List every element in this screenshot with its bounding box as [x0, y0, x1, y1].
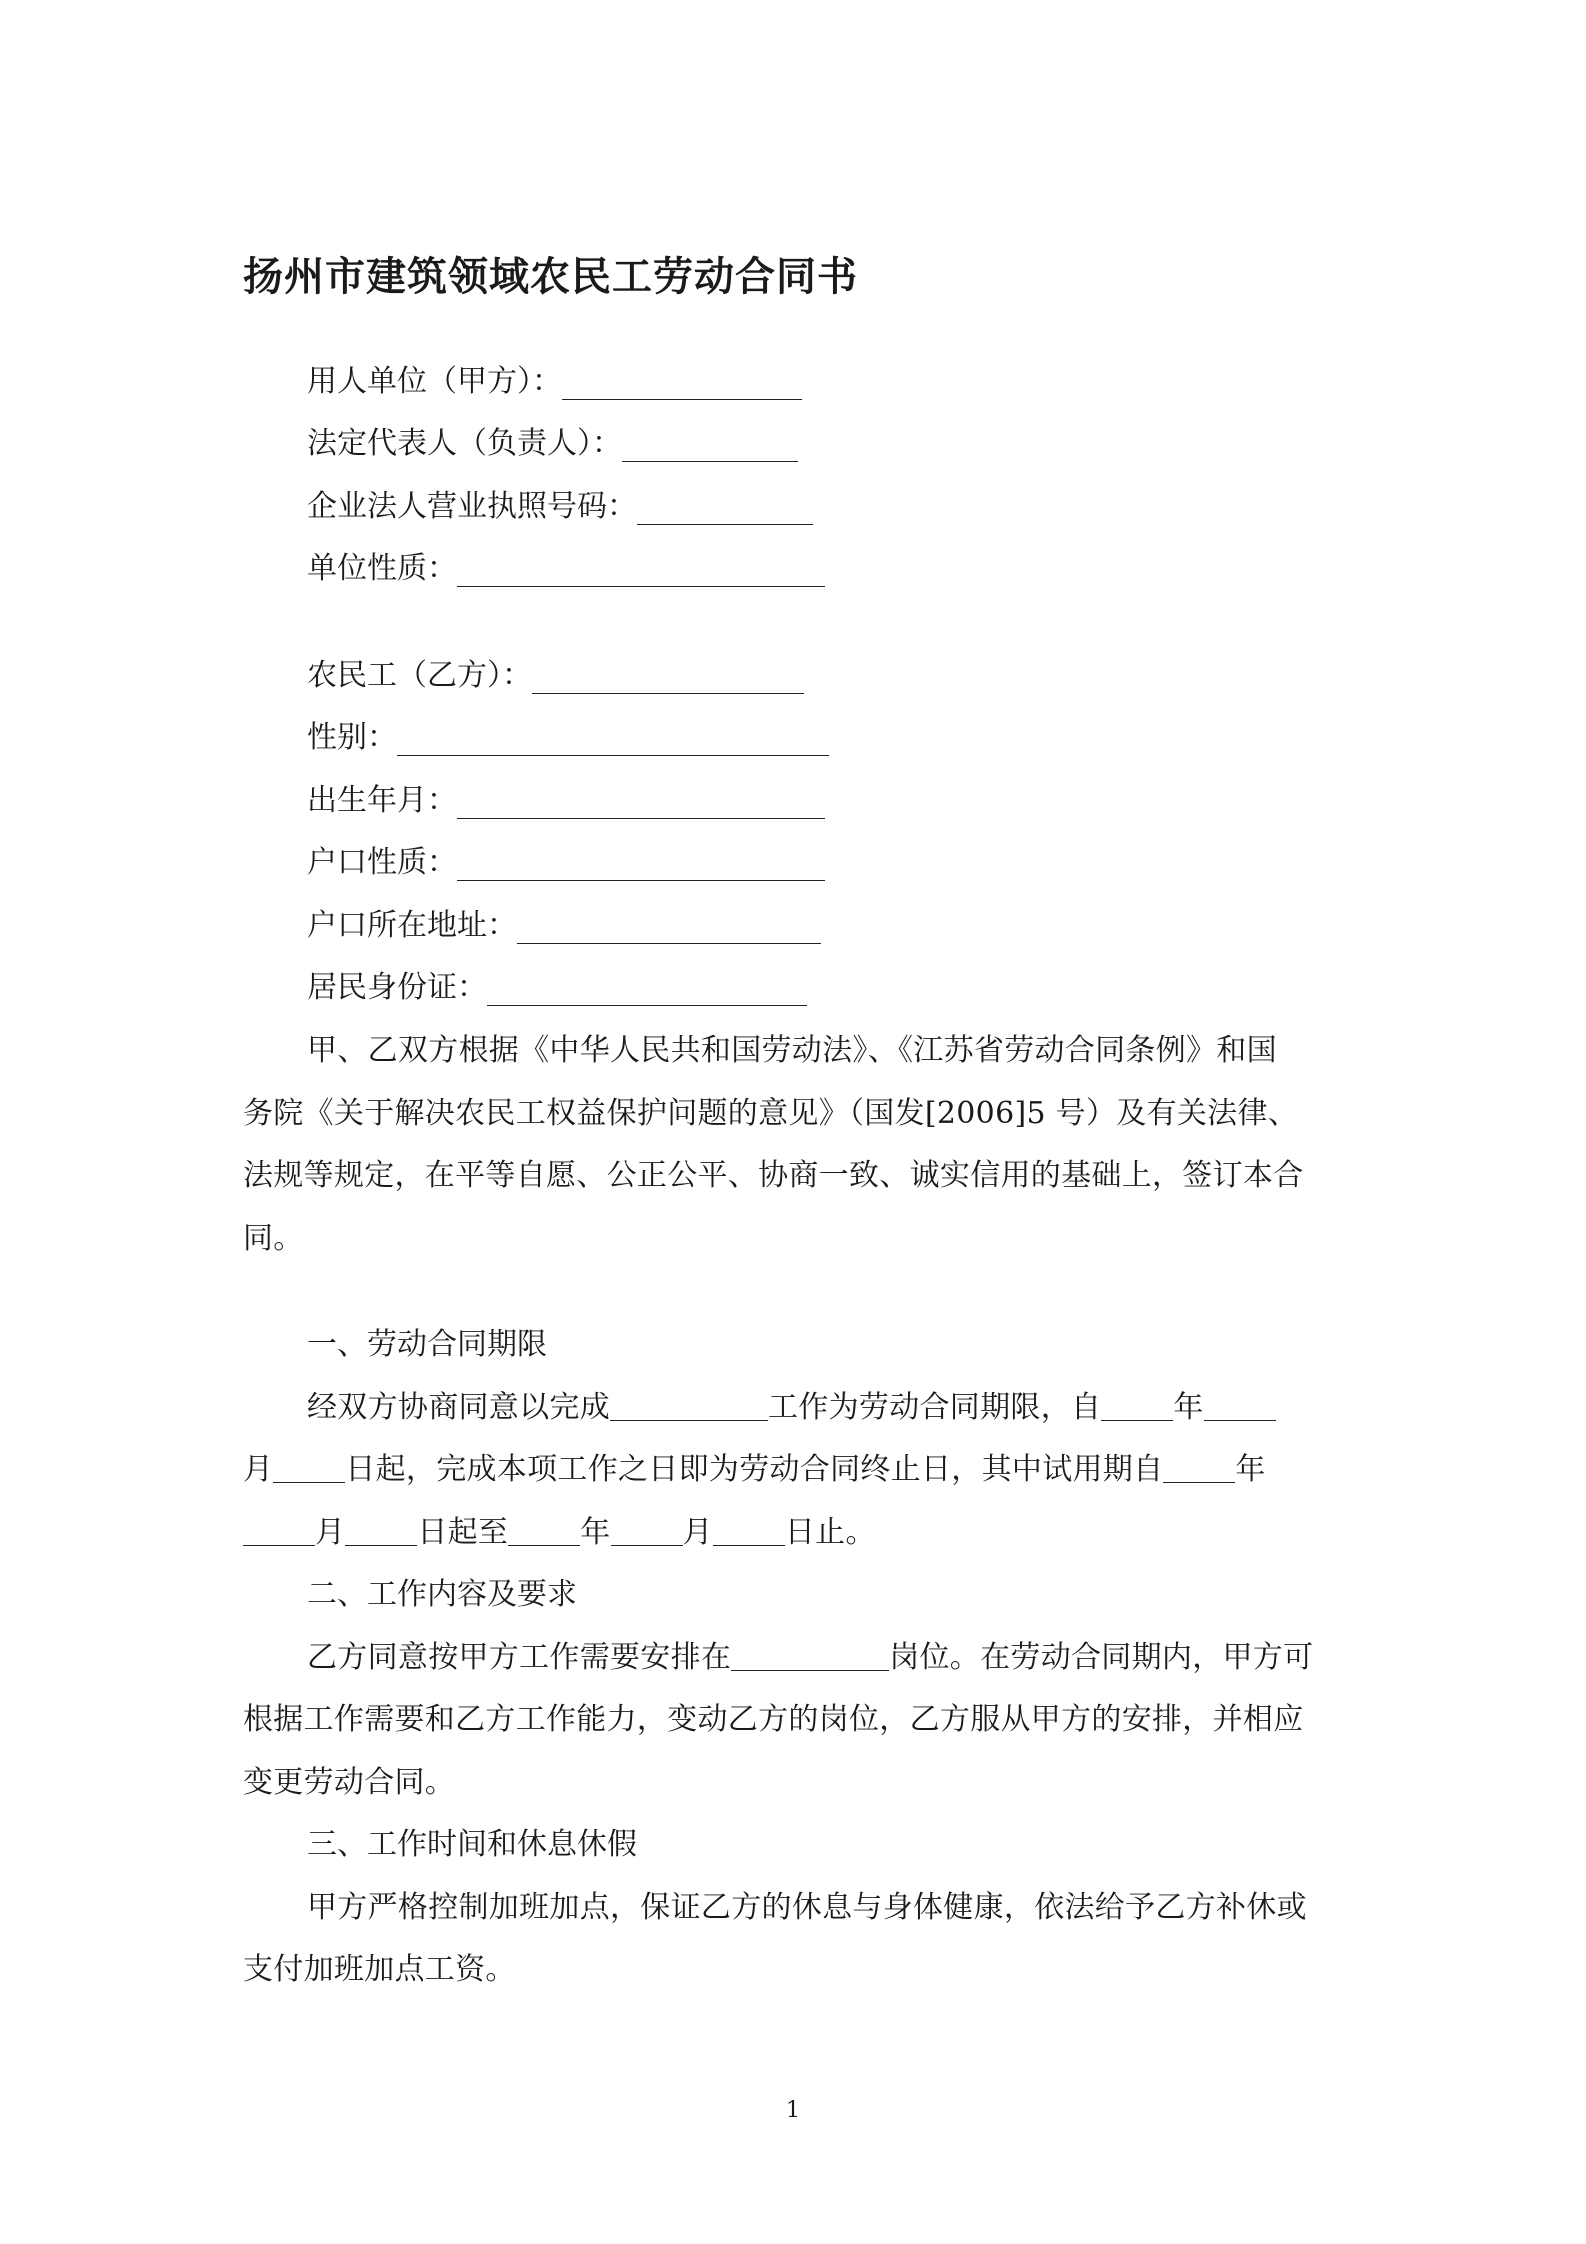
employer-field: [307, 356, 802, 400]
legal-rep-field: [307, 418, 798, 462]
intro-line-3: 法规等规定，在平等自愿、公正公平、协商一致、诚实信用的基础上，签订本合: [243, 1158, 1304, 1193]
unit-nature-blank: [457, 556, 825, 587]
section-1-line-1: 经双方协商同意以完成 工作为劳动合同期限，自 年: [307, 1382, 1276, 1426]
section-2-line-3: 变更劳动合同。: [243, 1765, 456, 1800]
section-1-line-3: 月 日起至 年 月 日止。: [243, 1507, 876, 1551]
gender-label: 性别：: [307, 720, 397, 755]
worker-blank: [532, 663, 804, 694]
section-3-heading: 三、工作时间和休息休假: [307, 1827, 637, 1862]
section-2-line-2: 根据工作需要和乙方工作能力，变动乙方的岗位，乙方服从甲方的安排，并相应: [243, 1702, 1304, 1737]
license-no-label: 企业法人营业执照号码：: [307, 489, 637, 524]
license-no-field: [307, 481, 813, 525]
page-number: 1: [786, 2098, 800, 2123]
gender-blank: [397, 725, 829, 756]
intro-line-4: 同。: [243, 1221, 304, 1256]
birth-field: [307, 775, 825, 819]
section-1-heading: 一、劳动合同期限: [307, 1327, 547, 1362]
id-card-field: [307, 962, 807, 1006]
hukou-address-blank: [517, 913, 821, 944]
worker-label: 农民工（乙方）：: [307, 658, 532, 693]
intro-line-2: 务院《关于解决农民工权益保护问题的意见》（国发[2006]5 号）及有关法律、: [243, 1096, 1299, 1131]
id-card-label: 居民身份证：: [307, 970, 487, 1005]
legal-rep-blank: [622, 431, 798, 462]
license-no-blank: [637, 494, 813, 525]
employer-label: 用人单位（甲方）：: [307, 364, 562, 399]
birth-blank: [457, 788, 825, 819]
hukou-type-blank: [457, 850, 825, 881]
hukou-address-field: [307, 900, 821, 944]
section-1-line-2: 月 日起，完成本项工作之日即为劳动合同终止日，其中试用期自 年: [243, 1452, 1266, 1487]
intro-line-1: 甲、乙双方根据《中华人民共和国劳动法》、《江苏省劳动合同条例》和国: [307, 1033, 1277, 1068]
section-3-line-1: 甲方严格控制加班加点，保证乙方的休息与身体健康，依法给予乙方补休或: [307, 1890, 1307, 1925]
section-2-line-1: 乙方同意按甲方工作需要安排在 岗位。在劳动合同期内，甲方可: [307, 1640, 1314, 1675]
section-3-line-2: 支付加班加点工资。: [243, 1952, 516, 1987]
unit-nature-field: [307, 543, 825, 587]
employer-blank: [562, 369, 802, 400]
worker-field: [307, 650, 804, 694]
birth-label: 出生年月：: [307, 783, 457, 818]
section-2-heading: 二、工作内容及要求: [307, 1577, 577, 1612]
hukou-type-label: 户口性质：: [307, 845, 457, 880]
unit-nature-label: 单位性质：: [307, 551, 457, 586]
document-title: 扬州市建筑领域农民工劳动合同书: [243, 254, 858, 300]
id-card-blank: [487, 975, 807, 1006]
hukou-address-label: 户口所在地址：: [307, 908, 517, 943]
legal-rep-label: 法定代表人（负责人）：: [307, 426, 622, 461]
hukou-type-field: [307, 837, 825, 881]
gender-field: [307, 712, 829, 756]
